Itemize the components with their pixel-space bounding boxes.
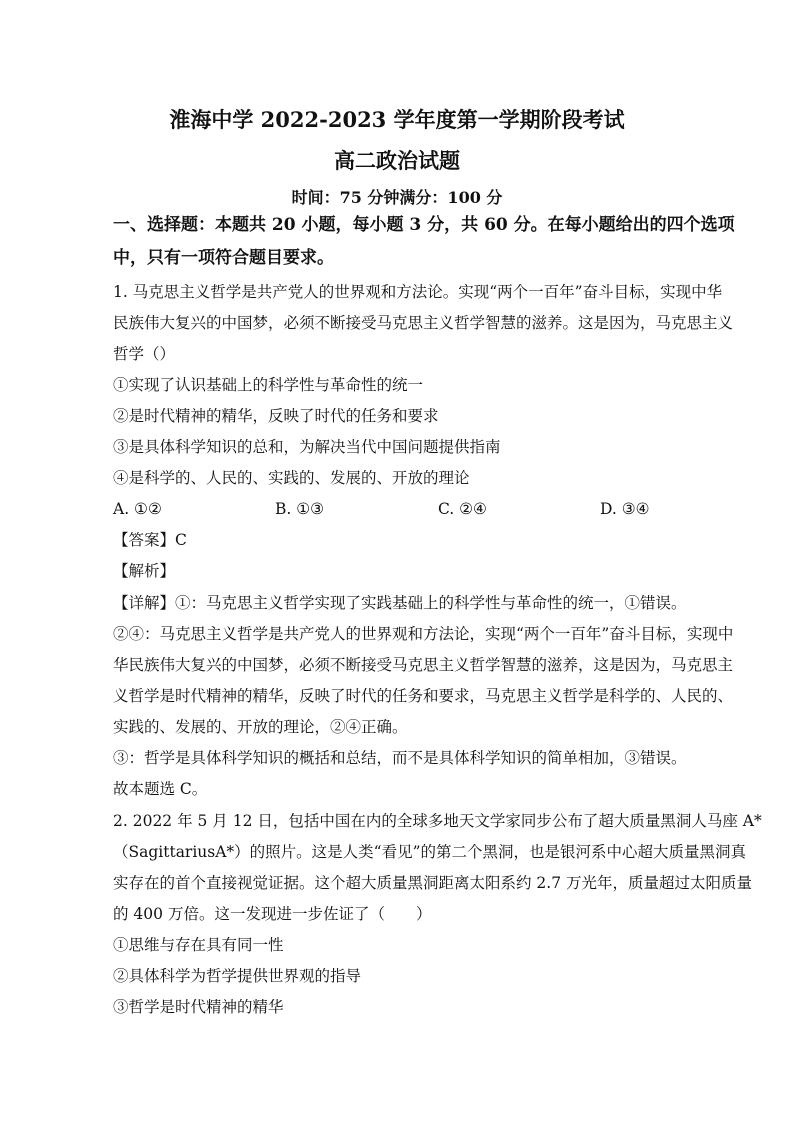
exam-subtitle: 高二政治试题 <box>334 148 460 173</box>
q1-item-3: ③是具体科学知识的总和，为解决当代中国问题提供指南 <box>113 438 501 456</box>
section-heading-line2: 中，只有一项符合题目要求。 <box>113 248 334 268</box>
q1-analysis-label: 【解析】 <box>113 562 176 580</box>
q1-option-b: B. ①③ <box>275 500 325 518</box>
q2-stem-line4: 的 400 万倍。这一发现进一步佐证了（ ） <box>113 905 432 923</box>
q2-item-2: ②具体科学为哲学提供世界观的指导 <box>113 967 362 985</box>
q1-option-c: C. ②④ <box>438 500 487 518</box>
q1-stem-line3: 哲学（） <box>113 345 176 363</box>
q2-stem-line3: 实存在的首个直接视觉证据。这个超大质量黑洞距离太阳系约 2.7 万光年，质量超过太阳质量 <box>113 874 753 892</box>
q2-item-1: ①思维与存在具有同一性 <box>113 936 284 954</box>
exam-title: 淮海中学 2022-2023 学年度第一学期阶段考试 <box>169 107 625 132</box>
q1-stem-line2: 民族伟大复兴的中国梦，必须不断接受马克思主义哲学智慧的滋养。这是因为，马克思主义 <box>113 314 734 332</box>
q2-stem-line2: （SagittariusA*）的照片。这是人类“看见”的第二个黑洞，也是银河系中心超大质量黑洞真 <box>113 843 747 861</box>
q1-option-d: D. ③④ <box>600 500 650 518</box>
q1-detail-line1: 【详解】①：马克思主义哲学实现了实践基础上的科学性与革命性的统一，①错误。 <box>113 594 687 612</box>
time-info: 时间：75 分钟满分：100 分 <box>291 188 503 207</box>
q1-detail-line5: 实践的、发展的、开放的理论，②④正确。 <box>113 718 408 736</box>
q1-stem-line1: 1. 马克思主义哲学是共产党人的世界观和方法论。实现“两个一百年”奋斗目标，实现中华 <box>113 283 723 301</box>
q2-item-3: ③哲学是时代精神的精华 <box>113 998 284 1016</box>
q2-stem-line1: 2. 2022 年 5 月 12 日，包括中国在内的全球多地天文学家同步公布了超大质量黑洞人马座 A* <box>113 812 762 830</box>
q1-answer: 【答案】C <box>113 531 187 549</box>
q1-item-2: ②是时代精神的精华，反映了时代的任务和要求 <box>113 407 439 425</box>
q1-detail-line4: 义哲学是时代精神的精华，反映了时代的任务和要求，马克思主义哲学是科学的、人民的、 <box>113 687 734 705</box>
q1-detail-line6: ③：哲学是具体科学知识的概括和总结，而不是具体科学知识的简单相加，③错误。 <box>113 749 687 767</box>
q1-item-4: ④是科学的、人民的、实践的、发展的、开放的理论 <box>113 469 470 487</box>
q1-option-a: A. ①② <box>113 500 162 518</box>
q1-detail-line2: ②④：马克思主义哲学是共产党人的世界观和方法论，实现“两个一百年”奋斗目标，实现中 <box>113 625 734 643</box>
q1-item-1: ①实现了认识基础上的科学性与革命性的统一 <box>113 376 424 394</box>
q1-conclusion: 故本题选 C。 <box>113 780 208 798</box>
q1-detail-line3: 华民族伟大复兴的中国梦，必须不断接受马克思主义哲学智慧的滋养，这是因为，马克思主 <box>113 656 734 674</box>
section-heading-line1: 一、选择题：本题共 20 小题，每小题 3 分，共 60 分。在每小题给出的四个选项 <box>113 215 735 235</box>
